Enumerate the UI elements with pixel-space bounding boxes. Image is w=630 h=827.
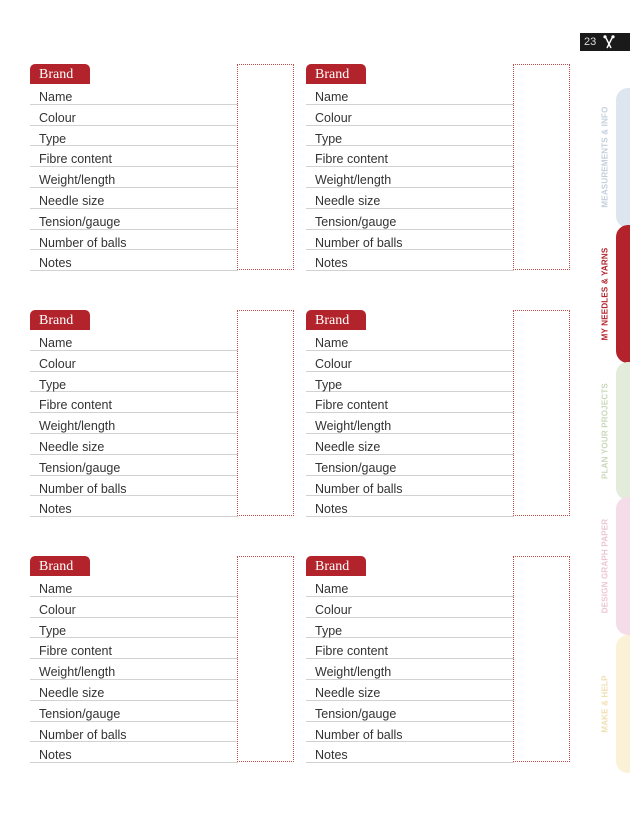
field-label: Fibre content [306,146,514,167]
brand-header: Brand [30,556,90,576]
field-label: Colour [30,105,238,126]
yarn-sample-box [237,64,294,270]
brand-header: Brand [30,310,90,330]
field-list [306,330,514,517]
side-tab-plan-projects[interactable] [616,362,630,500]
field-label: Weight/length [306,167,514,188]
side-label-graph-paper: DESIGN GRAPH PAPER [600,518,610,614]
field-label: Type [30,126,238,147]
brand-header: Brand [306,556,366,576]
field-label: Needle size [30,434,238,455]
field-label: Notes [30,742,238,763]
field-label: Fibre content [30,392,238,413]
field-list [30,84,238,271]
field-label: Notes [306,496,514,517]
field-label: Tension/gauge [30,209,238,230]
field-label: Number of balls [30,722,238,743]
field-label: Notes [306,742,514,763]
field-label: Name [30,84,238,105]
field-label: Name [30,576,238,597]
side-tab-measurements[interactable] [616,88,630,228]
field-label: Type [30,618,238,639]
field-label: Notes [306,250,514,271]
yarn-record-card [30,64,298,274]
brand-header: Brand [30,64,90,84]
field-label: Needle size [30,188,238,209]
side-tab-graph-paper[interactable] [616,497,630,635]
side-tab-make-help[interactable] [616,635,630,773]
needles-icon [602,35,616,49]
field-label: Weight/length [306,659,514,680]
field-label: Name [306,330,514,351]
side-label-plan-projects: PLAN YOUR PROJECTS [600,383,610,479]
field-label: Fibre content [30,638,238,659]
yarn-record-card [306,64,574,274]
field-label: Weight/length [30,659,238,680]
field-label: Notes [30,496,238,517]
field-label: Tension/gauge [306,701,514,722]
field-label: Number of balls [306,230,514,251]
yarn-sample-box [237,310,294,516]
field-label: Needle size [30,680,238,701]
yarn-sample-box [513,310,570,516]
field-label: Colour [30,351,238,372]
brand-header: Brand [306,310,366,330]
field-label: Number of balls [306,476,514,497]
yarn-record-card [30,310,298,520]
yarn-record-card [306,310,574,520]
field-label: Type [306,618,514,639]
field-label: Name [30,330,238,351]
field-label: Name [306,576,514,597]
field-label: Type [306,126,514,147]
yarn-sample-box [237,556,294,762]
field-label: Tension/gauge [306,455,514,476]
side-label-needles-yarns: MY NEEDLES & YARNS [600,247,610,341]
side-label-measurements: MEASUREMENTS & INFO [600,106,610,208]
field-label: Fibre content [306,638,514,659]
page-number: 23 [584,36,597,48]
yarn-sample-box [513,64,570,270]
field-label: Tension/gauge [306,209,514,230]
field-list [30,330,238,517]
side-label-make-help: MAKE & HELP [600,675,610,733]
field-label: Tension/gauge [30,455,238,476]
yarn-record-card [30,556,298,766]
brand-header: Brand [306,64,366,84]
field-label: Fibre content [306,392,514,413]
yarn-record-card [306,556,574,766]
field-label: Weight/length [306,413,514,434]
field-label: Weight/length [30,413,238,434]
field-label: Number of balls [30,476,238,497]
field-label: Colour [306,105,514,126]
field-label: Needle size [306,434,514,455]
field-label: Tension/gauge [30,701,238,722]
field-label: Name [306,84,514,105]
field-list [306,84,514,271]
side-tab-needles-yarns[interactable] [616,225,630,363]
field-label: Number of balls [30,230,238,251]
field-label: Colour [30,597,238,618]
field-label: Needle size [306,188,514,209]
field-label: Colour [306,351,514,372]
field-label: Colour [306,597,514,618]
field-list [306,576,514,763]
yarn-sample-box [513,556,570,762]
field-label: Notes [30,250,238,271]
page-number-tag [580,33,630,51]
field-label: Weight/length [30,167,238,188]
field-label: Type [30,372,238,393]
field-label: Number of balls [306,722,514,743]
field-list [30,576,238,763]
field-label: Fibre content [30,146,238,167]
field-label: Type [306,372,514,393]
field-label: Needle size [306,680,514,701]
